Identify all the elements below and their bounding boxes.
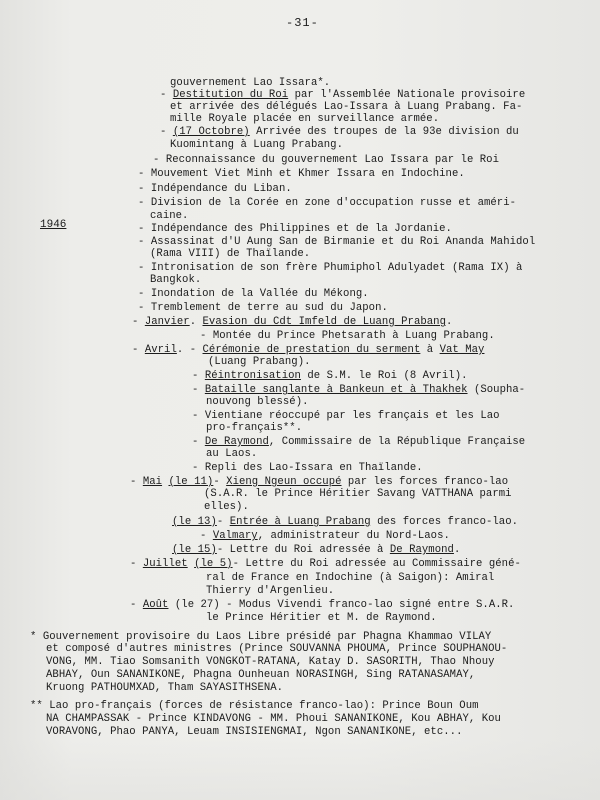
underlined-text: De Raymond (204, 436, 269, 448)
chronology-line (160, 126, 519, 138)
chronology-line (200, 330, 495, 342)
text-segment: le Prince Héritier et M. de Raymond. (206, 612, 437, 624)
chronology-line (138, 302, 388, 314)
text-segment: NA CHAMPASSAK - Prince KINDAVONG - MM. Phoui SANANIKONE, Kou ABHAY, Kou (46, 713, 501, 725)
text-segment: - (192, 436, 205, 448)
chronology-line (170, 101, 522, 113)
chronology-line (206, 448, 257, 460)
underlined-text: Cérémonie de prestation du serment (202, 344, 421, 356)
text-segment: et arrivée des délégués Lao-Issara à Luang Prabang. Fa- (170, 101, 523, 113)
underlined-text: Mai (142, 476, 163, 488)
text-segment: (Soupha- (467, 384, 526, 396)
chronology-line (138, 183, 292, 195)
footnote-line (46, 643, 507, 655)
underlined-text: Destitution du Roi (172, 89, 289, 101)
text-segment: (Luang Prabang). (208, 356, 311, 368)
underlined-text: Août (142, 599, 169, 611)
text-segment: - Intronisation de son frère Phumiphol Adulyadet (Rama IX) à (138, 262, 523, 274)
chronology-line (206, 612, 437, 624)
underlined-text: (le 11) (168, 476, 214, 488)
page-shadow (0, 740, 600, 800)
underlined-text: Janvier (144, 316, 190, 328)
text-segment: mille Royale placée en surveillance armée. (170, 113, 440, 125)
chronology-line (204, 501, 249, 513)
text-segment: elles). (204, 501, 249, 513)
text-segment: (le 27) - Modus Vivendi franco-lao signé entre S.A.R. (168, 599, 515, 611)
text-segment: (Rama VIII) de Thaïlande. (150, 248, 311, 260)
text-segment: - (132, 344, 145, 356)
underlined-text: (17 Octobre) (172, 126, 250, 138)
chronology-line (192, 436, 525, 448)
text-segment: par l'Assemblée Nationale provisoire (288, 89, 526, 101)
chronology-line (170, 113, 439, 125)
text-segment: * Gouvernement provisoire du Laos Libre présidé par Phagna Khammao VILAY (30, 631, 492, 643)
text-segment: ral de France en Indochine (à Saigon): Amiral (206, 572, 495, 584)
year-heading: 1946 (40, 219, 67, 231)
text-segment: nouvong blessé). (206, 396, 309, 408)
text-segment: - (213, 476, 227, 488)
text-segment: (S.A.R. le Prince Héritier Savang VATTHANA parmi (204, 488, 512, 500)
chronology-line (153, 154, 499, 166)
chronology-line (138, 197, 516, 209)
text-segment: . (189, 316, 203, 328)
text-segment: - (192, 384, 205, 396)
text-segment: par les forces franco-lao (341, 476, 509, 488)
chronology-line (130, 599, 514, 611)
text-segment: et composé d'autres ministres (Prince SOUVANNA PHOUMA, Prince SOUPHANOU- (46, 643, 508, 655)
underlined-text: (le 5) (194, 558, 233, 570)
text-segment: - Repli des Lao-Issara en Thaïlande. (192, 462, 423, 474)
chronology-line (138, 168, 465, 180)
chronology-line (138, 223, 452, 235)
text-segment: - Assassinat d'U Aung San de Birmanie et du Roi Ananda Mahidol (138, 236, 536, 248)
text-segment: - (130, 599, 143, 611)
text-segment: . - (176, 344, 203, 356)
underlined-text: Juillet (142, 558, 188, 570)
footnote-line (46, 726, 462, 738)
chronology-line (150, 248, 310, 260)
underlined-text: Valmary (212, 530, 258, 542)
chronology-line (200, 530, 450, 542)
text-segment: Thierry d'Argenlieu. (206, 585, 335, 597)
text-segment: - (130, 558, 143, 570)
text-segment: caine. (150, 210, 189, 222)
text-segment: VONG, MM. Tiao Somsanith VONGKOT-RATANA, Katay D. SASORITH, Thao Nhouy (46, 656, 495, 668)
chronology-line (138, 288, 369, 300)
text-segment: - Mouvement Viet Minh et Khmer Issara en Indochine. (138, 168, 465, 180)
chronology-line (172, 544, 460, 556)
text-segment: Kruong PATHOUMXAD, Tham SAYASITHSENA. (46, 682, 284, 694)
text-segment: pro-français**. (206, 422, 303, 434)
text-segment: - (200, 530, 213, 542)
text-segment: - Lettre du Roi adressée à (216, 544, 390, 556)
text-segment: - Lettre du Roi adressée au Commissaire géné- (232, 558, 521, 570)
underlined-text: (le 13) (172, 516, 217, 528)
underlined-text: Evasion du Cdt Imfeld de Luang Prabang (202, 316, 446, 328)
text-segment: Bangkok. (150, 274, 202, 286)
chronology-line (170, 139, 343, 151)
chronology-line (130, 558, 521, 570)
text-segment: - Inondation de la Vallée du Mékong. (138, 288, 369, 300)
chronology-line (132, 344, 484, 356)
text-segment: ABHAY, Oun SANANIKONE, Phagna Ounheuan NORASINGH, Sing RATANASAMAY, (46, 669, 476, 681)
underlined-text: Bataille sanglante à Bankeun et à Thakhek (204, 384, 468, 396)
chronology-line (206, 572, 494, 584)
text-segment: - (160, 126, 173, 138)
underlined-text: Vat May (439, 344, 485, 356)
footnote-line (30, 700, 479, 712)
chronology-line (206, 422, 302, 434)
chronology-line (206, 396, 309, 408)
text-segment: ** Lao pro-français (forces de résistance franco-lao): Prince Boun Oum (30, 700, 479, 712)
text-segment: au Laos. (206, 448, 258, 460)
text-segment: - (160, 89, 173, 101)
chronology-line (160, 89, 525, 101)
page-number: -31- (286, 16, 319, 30)
text-segment: - Reconnaissance du gouvernement Lao Issara par le Roi (153, 154, 499, 166)
text-segment: gouvernement Lao Issara*. (170, 77, 331, 89)
footnote-line (46, 713, 501, 725)
text-segment: - (192, 370, 205, 382)
text-segment: , Commissaire de la République Française (268, 436, 526, 448)
chronology-line (150, 274, 201, 286)
chronology-line (138, 262, 522, 274)
chronology-line (172, 516, 518, 528)
text-segment: - (216, 516, 230, 528)
chronology-line (150, 210, 188, 222)
text-segment: - Division de la Corée en zone d'occupation russe et améri- (138, 197, 517, 209)
text-segment: - (130, 476, 143, 488)
chronology-line (206, 585, 334, 597)
text-segment: de S.M. le Roi (8 Avril). (300, 370, 468, 382)
text-segment: . (446, 316, 453, 328)
text-segment: - Montée du Prince Phetsarath à Luang Prabang. (200, 330, 495, 342)
footnote-line (46, 682, 283, 694)
text-segment: des forces franco-lao. (370, 516, 519, 528)
chronology-line (192, 384, 525, 396)
text-segment: Kuomintang à Luang Prabang. (170, 139, 343, 151)
text-segment: - Vientiane réoccupé par les français et les Lao (192, 410, 500, 422)
text-segment: - Tremblement de terre au sud du Japon. (138, 302, 388, 314)
underlined-text: (le 15) (172, 544, 217, 556)
chronology-line (192, 370, 468, 382)
chronology-line (192, 410, 500, 422)
chronology-line (208, 356, 311, 368)
chronology-line (130, 476, 508, 488)
text-segment: - Indépendance des Philippines et de la Jordanie. (138, 223, 452, 235)
underlined-text: Xieng Ngeun occupé (226, 476, 342, 488)
chronology-line (132, 316, 452, 328)
underlined-text: De Raymond (389, 544, 454, 556)
underlined-text: Entrée à Luang Prabang (229, 516, 371, 528)
text-segment: . (453, 544, 461, 556)
footnote-line (46, 669, 475, 681)
text-segment: VORAVONG, Phao PANYA, Leuam INSISIENGMAI, Ngon SANANIKONE, etc... (46, 726, 463, 738)
text-segment: à (420, 344, 440, 356)
chronology-line (192, 462, 423, 474)
text-segment: Arrivée des troupes de la 93e division du (249, 126, 519, 138)
chronology-line (170, 77, 330, 89)
text-segment: - (132, 316, 145, 328)
underlined-text: Avril (144, 344, 177, 356)
text-segment: , administrateur du Nord-Laos. (257, 530, 450, 542)
chronology-line (204, 488, 512, 500)
chronology-line (138, 236, 535, 248)
text-segment: - Indépendance du Liban. (138, 183, 292, 195)
underlined-text: Réintronisation (204, 370, 301, 382)
footnote-line (46, 656, 495, 668)
footnote-line (30, 631, 491, 643)
